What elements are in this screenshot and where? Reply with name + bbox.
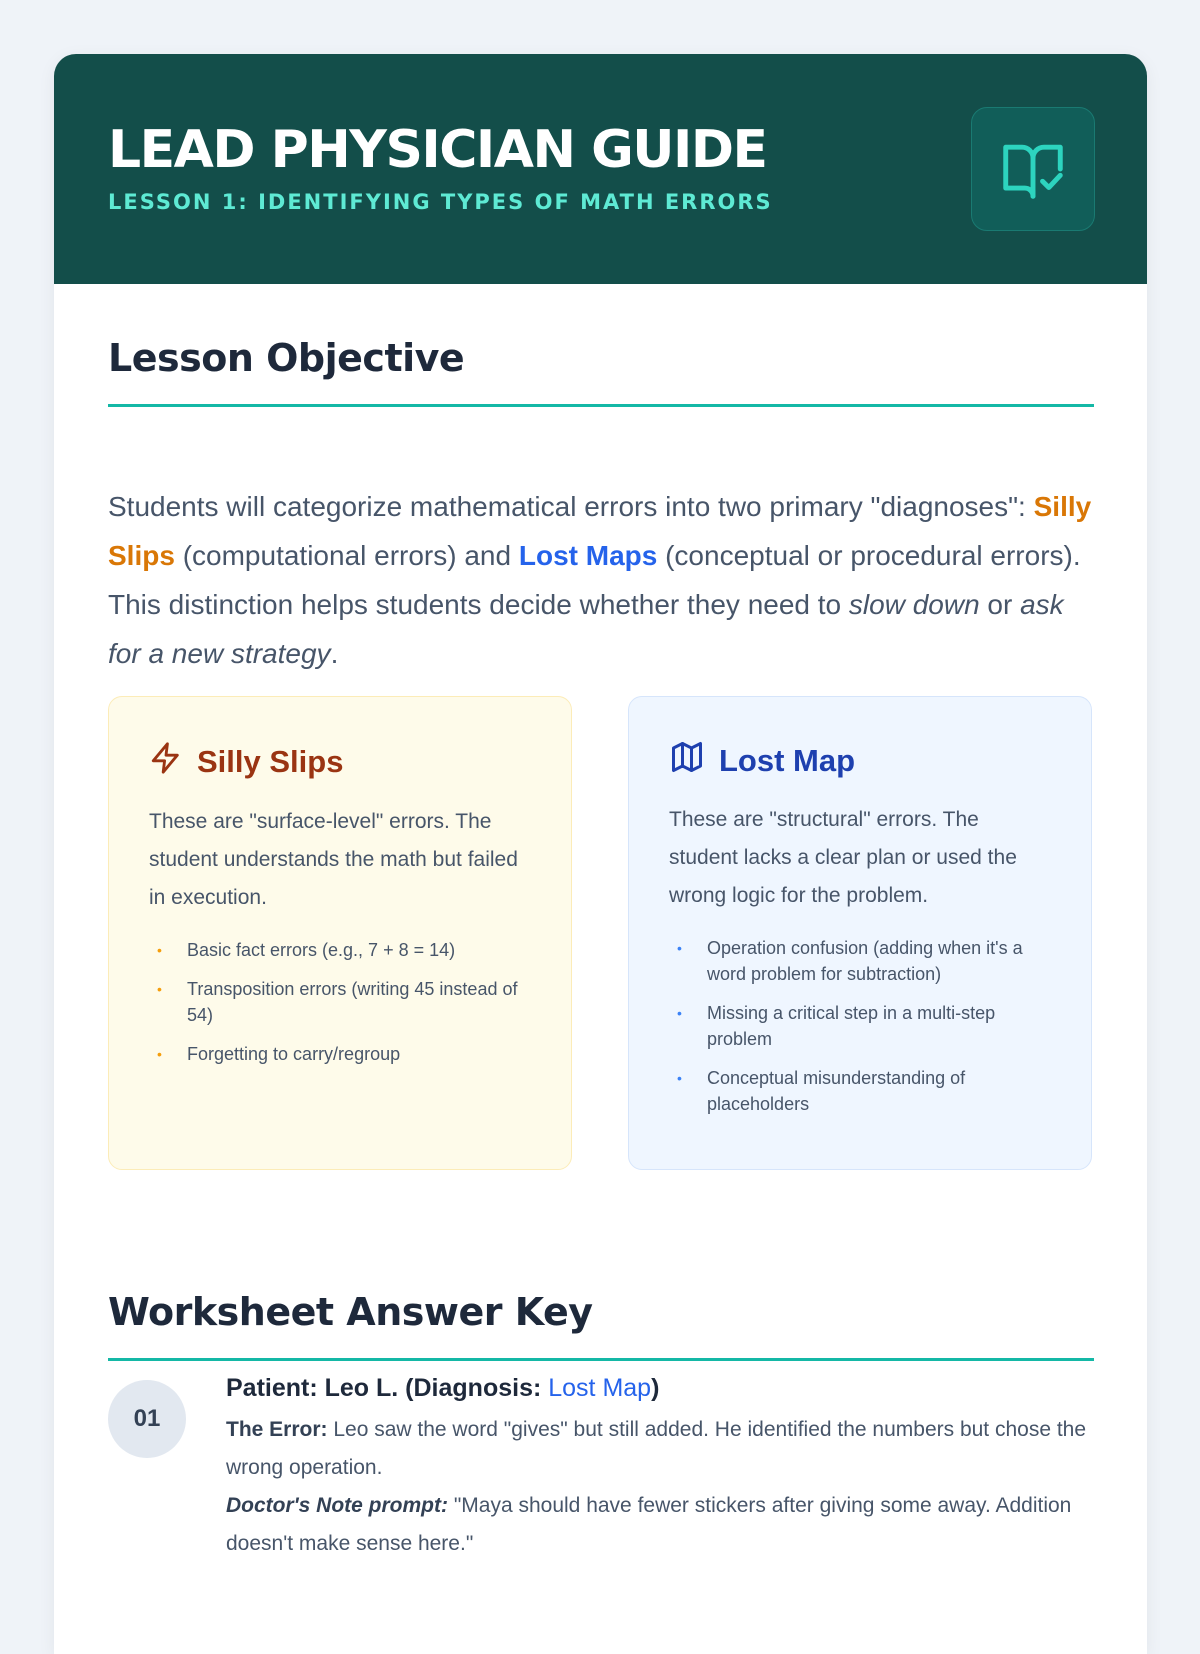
answer-key-heading: Worksheet Answer Key bbox=[108, 1290, 593, 1334]
lost-maps-highlight: Lost Maps bbox=[518, 540, 658, 571]
lightning-icon bbox=[149, 739, 183, 785]
list-item: • Transposition errors (writing 45 instead of 54) bbox=[157, 976, 531, 1028]
slow-down-emphasis: slow down bbox=[848, 589, 980, 620]
silly-slips-card bbox=[108, 696, 572, 1170]
answer-number-badge: 01 bbox=[108, 1380, 186, 1458]
patient-line: Patient: Leo L. (Diagnosis: Lost Map) bbox=[226, 1374, 660, 1402]
lesson-subtitle: LESSON 1: IDENTIFYING TYPES OF MATH ERRORS bbox=[108, 190, 773, 214]
answer-key-divider bbox=[108, 1358, 1094, 1361]
silly-slips-description: These are "surface-level" errors. The student understands the math but failed in execution. bbox=[149, 810, 518, 909]
error-description: The Error: Leo saw the word "gives" but still added. He identified the numbers but chose the wrong operation. Doctor's Note prompt: "Maya should have fewer stickers after giving some away. Addition doesn't make sense here." bbox=[226, 1418, 1087, 1555]
map-icon bbox=[669, 739, 705, 783]
objective-text: Students will categorize mathematical errors into two primary "diagnoses": Silly Slips (computational errors) and Lost Maps (conceptual or procedural errors). This distinction helps students decide whether they need to slow down or ask for a new strategy. bbox=[108, 491, 1092, 669]
silly-slips-title: Silly Slips bbox=[197, 744, 344, 779]
diagnosis-label: Lost Map bbox=[548, 1374, 652, 1402]
doctor-note-label: Doctor's Note prompt: bbox=[226, 1494, 448, 1517]
lost-map-list bbox=[669, 935, 1051, 1117]
guide-header bbox=[54, 54, 1147, 284]
guide-card bbox=[54, 54, 1147, 1654]
silly-slips-list bbox=[149, 937, 531, 1067]
book-check-icon bbox=[971, 107, 1095, 231]
list-item: • Missing a critical step in a multi-step problem bbox=[677, 1000, 1051, 1052]
page-title: LEAD PHYSICIAN GUIDE bbox=[108, 120, 767, 180]
lost-map-description: These are "structural" errors. The student lacks a clear plan or used the wrong logic for the problem. bbox=[669, 808, 1017, 907]
objective-divider bbox=[108, 404, 1094, 407]
list-item: • Forgetting to carry/regroup bbox=[157, 1041, 531, 1067]
silly-slips-highlight: Silly Slips bbox=[108, 491, 1092, 571]
list-item: • Conceptual misunderstanding of placeholders bbox=[677, 1065, 1051, 1117]
lost-map-title: Lost Map bbox=[719, 743, 856, 778]
lost-map-card bbox=[628, 696, 1092, 1170]
new-strategy-emphasis: ask for a new strategy bbox=[108, 589, 1064, 669]
objective-heading: Lesson Objective bbox=[108, 336, 465, 380]
doctor-note-text: "Maya should have fewer stickers after giving some away. Addition doesn't make sense here." bbox=[226, 1494, 1072, 1555]
list-item: • Operation confusion (adding when it's a word problem for subtraction) bbox=[677, 935, 1051, 987]
list-item: • Basic fact errors (e.g., 7 + 8 = 14) bbox=[157, 937, 531, 963]
